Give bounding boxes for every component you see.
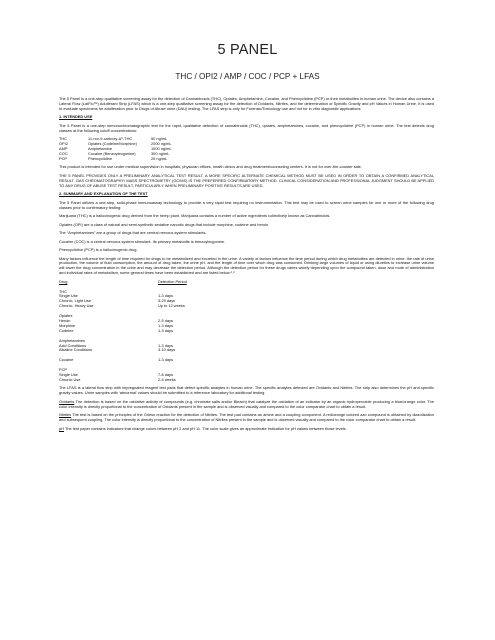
document-title: 5 PANEL [217,42,278,58]
detection-period: Up to 12 weeks [158,303,185,309]
cutoff-level: 300 ng/mL [151,150,170,156]
detection-period: 7-8 days [158,371,173,377]
cutoff-code: PCP [59,155,67,161]
detection-period: 1-3 days [158,322,173,328]
nitrites-label: Nitrites [59,412,72,418]
nitrites-text: The test is based on the principles of the Griess reaction for the detection of Nitrites. The test pad contains an amine and a coupling component. A red/orange colored azo compound is obtained by diazotization and subsequent coupling. The color intensity is directly proportional to the concentration of Nitrites present in the sample and is observed visually and compared to the color comparator chart to obtain a result. [59,412,434,423]
supervision-paragraph: This product is intended for use under medical supervision in hospitals, physician offices, health clinics and drug treatment/counseling centers. It is not for over-the-counter sale. [59,164,362,170]
detection-group-name: Cocaine [59,357,74,363]
cutoff-drug: Opiates (Codeine/Morphine) [88,141,137,147]
detection-label: Chronic, Heavy Use [59,303,94,309]
cutoff-code: AMP [59,146,68,152]
detection-period: 2-4 weeks [158,376,176,382]
drug-paragraph-thc: Marijuana (THC) is a hallucinogenic drug derived from the hemp plant. Marijuana contains a number of active ingredients collectively known as Cannabinoids. [59,213,331,219]
detection-label: Morphine [59,322,76,328]
detection-label: Alkaline Conditions [59,347,93,353]
cutoff-drug: 11-nor-9-carboxy-Δ⁹-THC [88,136,133,142]
cutoff-row [59,157,172,162]
detection-window-paragraph: Many factors influence the length of time required for drugs to be metabolized and excreted in the urine. A variety of factors influence the time period during which drug metabolites are detected in urine: the rate of urine production, the volume of fluid consumption, the amount of drug taken, the urine pH, and the length of time over which drug was consumed. Drinking large volumes of liquid or using diuretics to increase urine volume will lower the drug concentration in the urine and may decrease the detection period. Although the detection period for these drugs varies widely depending upon the compound taken, dose and route of administration and individual rates of metabolism, some general times have been established and are listed below:¹˒² [59,255,434,276]
cutoff-level: 50 ng/mL [151,136,168,142]
drug-paragraph-opiates: Opiates (OPI) are a class of natural and semi-synthetic sedative narcotic drugs that include morphine, codeine and heroin. [59,221,270,227]
cutoff-drug: Cocaine (Benzoylecgonine) [88,150,136,156]
nitrites-paragraph [59,413,434,423]
detection-period: 1-3 days [158,293,173,299]
detection-period: 3-29 days [158,298,176,304]
intro-paragraph: The 5 Panel is a one-step qualitative screening assay for the detection of Cannabinoids (THC), Opiates, Amphetamine, Cocaine, and Phencyclidine (PCP) or their metabolites in human urine. The device also contains a Lateral Flow (LatFlo™) Adulterant Strip (LFAS) which is a one-step qualitative screening assay for the detection of Oxidants, Nitrites, and the determination of Specific Gravity and pH Values in Human Urine. It is used to evaluate specimens for adulteration prior to Drugs of Abuse urine (DAU) testing. The LFAS strip is only for Forensic/Toxicology use and not for in vitro diagnostic applications. [59,96,434,111]
oxidants-paragraph [59,400,434,410]
cutoff-level: 25 ng/mL [151,155,168,161]
detection-group-name: PCP [59,367,67,373]
cutoff-level: 2000 ng/mL [151,141,172,147]
detection-label: Chronic, Light Use [59,298,92,304]
drug-paragraph-cocaine: Cocaine (COC) is a central nervous system stimulant. Its primary metabolite is benzoylecgonine. [59,238,226,244]
detection-label: Single Use [59,293,78,299]
cutoff-code: OPI2 [59,141,68,147]
lfas-paragraph: The LFAS is a lateral flow strip with impregnated reagent test pads that detect specific analytes in human urine. The specific analytes detected are Oxidants and Nitrites. The strip also determines the pH and specific gravity values. Urine samples with ‘abnormal’ values should be submitted to a reference laboratory for additional testing. [59,385,434,396]
cutoff-code: COC [59,150,68,156]
detection-label: Chronic Use [59,376,81,382]
drug-paragraph-pcp: Phencyclidine (PCP) is a hallucinogenic drug. [59,247,138,253]
detection-col-period: Detection Period [158,278,187,284]
drug-paragraph-amphetamines: The “Amphetamines” are a group of drugs that are central nervous system stimulants. [59,230,207,236]
document-subtitle: THC / OPI2 / AMP / COC / PCP + LFAS [175,72,320,81]
detection-label: Codeine [59,327,74,333]
summary-paragraph: The 5 Panel utilizes a one-step, solid-phase immunoassay technology to provide a very rapid test requiring no instrumentation. This test may be used to screen urine samples for one or more of the following drug classes prior to confirmatory testing: [59,199,434,210]
ph-paragraph [59,427,434,432]
detection-row [59,378,187,383]
detection-period-table [59,280,187,383]
detection-col-drug: Drug [59,278,68,284]
cutoff-level: 1000 ng/mL [151,146,172,152]
preliminary-warning-paragraph: THE 5 PANEL PROVIDES ONLY A PRELIMINARY ANALYTICAL TEST RESULT. A MORE SPECIFIC ALTERNATE CHEMICAL METHOD MUST BE USED IN ORDER TO OBTAIN A CONFIRMED ANALYTICAL RESULT. GAS CHROMATOGRAPHY/ MASS SPECTROMETRY (GC/MS) IS THE PREFERRED CONFIRMATORY METHOD. CLINICAL CONSIDERATION AND PROFESSIONAL JUDGMENT SHOULD BE APPLIED TO ANY DRUG OF ABUSE TEST RESULT, PARTICULARLY WHEN PRELIMINARY POSITIVE RESULTS ARE USED. [59,172,434,188]
ph-text: The test paper contains indicators that change colors between pH 2 and pH 11. The color scale gives an approximate indication for pH values between those levels. [63,425,347,431]
detection-group-name: Opiates [59,313,73,319]
intended-use-paragraph: The 5 Panel is a one-step immunochromatographic test for the rapid, qualitative detection of cannabinoids (THC), opiates, amphetamines, cocaine, and phencyclidine (PCP) in human urine. The test detects drug classes at the following cutoff concentrations: [59,122,434,133]
cutoff-drug: Amphetamine [88,146,113,152]
cutoff-table [59,137,172,162]
document-body [59,97,434,435]
detection-group-name: THC [59,288,67,294]
detection-period: 3-10 days [158,347,176,353]
detection-label: Acid Conditions [59,342,87,348]
detection-group-name: Amphetamines [59,337,85,343]
cutoff-drug: Phencyclidine [88,155,113,161]
oxidants-text: The detection is based on the oxidative activity of compounds (e.g. chromate salts and/or Bleach) that catalyze the oxidation of an indicator by an organic hydroperoxide producing a blue/orange color. The color intensity is directly proportional to the concentration of Oxidants present in the sample and is observed visually and compared to the color comparator chart to obtain a result. [59,398,434,409]
detection-period: 2-5 days [158,318,173,323]
detection-group-period: 1-3 days [158,357,173,363]
cutoff-code: THC [59,136,67,142]
detection-label: Heroin [59,318,71,323]
detection-label: Single Use [59,371,78,377]
section-heading-intended-use: 1. INTENDED USE [59,114,93,120]
section-heading-summary: 2. SUMMARY AND EXPLANATION OF THE TEST [59,191,148,197]
detection-period: 1-3 days [158,327,173,333]
ph-label: pH [59,425,64,431]
oxidants-label: Oxidants [59,398,75,404]
detection-period: 1-3 days [158,342,173,348]
